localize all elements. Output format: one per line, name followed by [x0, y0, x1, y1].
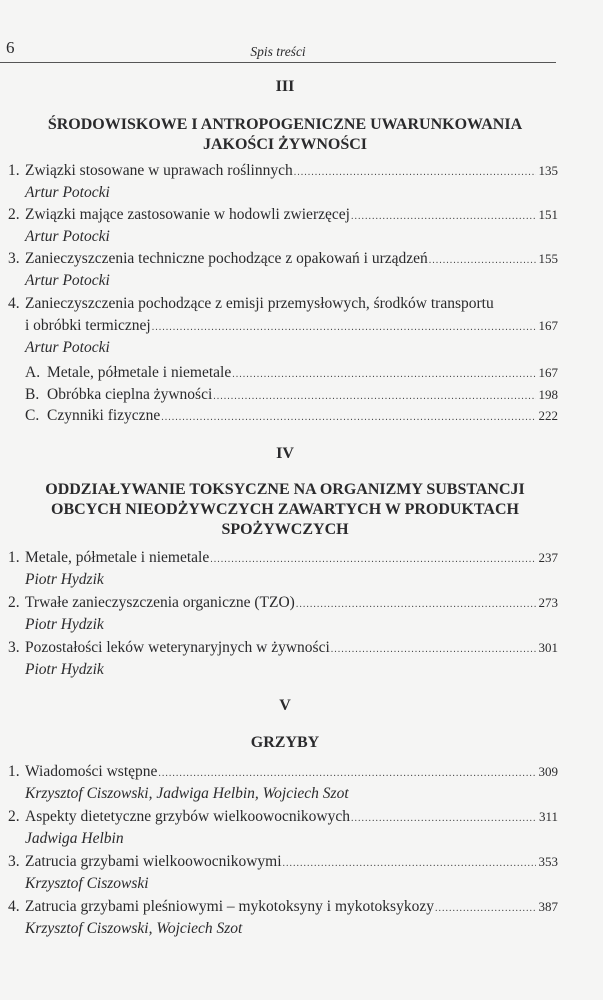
part-title	[0, 480, 570, 540]
toc-entry[interactable]	[8, 592, 558, 636]
toc-entry[interactable]	[8, 896, 558, 940]
toc-subentry[interactable]	[25, 362, 558, 384]
entry-title: Zanieczyszczenia techniczne pochodzące z opakowań i urządzeń	[25, 250, 428, 267]
entry-title: Aspekty dietetyczne grzybów wielkoowocnikowych	[25, 808, 350, 825]
part-number: V	[279, 697, 291, 714]
dot-leader	[294, 162, 536, 184]
entry-title: Wiadomości wstępne	[25, 763, 158, 780]
subentry-page: 222	[538, 408, 558, 423]
entry-page: 151	[538, 207, 558, 222]
toc-entry[interactable]	[8, 851, 558, 895]
entry-page: 155	[538, 251, 558, 266]
entry-page: 301	[538, 640, 558, 655]
toc-entry[interactable]	[8, 204, 558, 248]
entry-author: Artur Potocki	[25, 272, 110, 289]
dot-leader	[283, 853, 536, 875]
entry-author: Piotr Hydzik	[25, 616, 104, 633]
part-title-line: ODDZIAŁYWANIE TOKSYCZNE NA ORGANIZMY SUBSTANCJI	[45, 481, 525, 498]
entry-page: 309	[538, 764, 558, 779]
entry-page: 167	[538, 318, 558, 333]
dot-leader	[232, 364, 535, 386]
entry-page: 387	[538, 899, 558, 914]
part-title-line: GRZYBY	[250, 734, 320, 751]
entry-number: 4.	[8, 898, 20, 915]
entry-page: 135	[538, 163, 558, 178]
entry-number: 1.	[8, 549, 20, 566]
entry-title: Związki mające zastosowanie w hodowli zwierzęcej	[25, 206, 350, 223]
toc-entry[interactable]	[8, 547, 558, 591]
part-title-line: OBCYCH NIEODŻYWCZYCH ZAWARTYCH W PRODUKTACH	[51, 501, 519, 518]
entry-title: Zatrucia grzybami pleśniowymi – mykotoksyny i mykotoksykozy	[25, 898, 434, 915]
dot-leader	[210, 549, 535, 571]
entry-author: Krzysztof Ciszowski, Jadwiga Helbin, Wojciech Szot	[25, 785, 349, 802]
toc-entry[interactable]	[8, 293, 558, 359]
dot-leader	[152, 317, 536, 339]
entry-title: Zanieczyszczenia pochodzące z emisji przemysłowych, środków transportu	[25, 295, 494, 312]
part-number: IV	[276, 445, 294, 462]
subentry-title: Czynniki fizyczne	[47, 407, 161, 424]
entry-page: 273	[538, 595, 558, 610]
running-header	[0, 36, 556, 63]
subentry-letter: B.	[25, 386, 40, 403]
entry-number: 3.	[8, 250, 20, 267]
toc-entry[interactable]	[8, 248, 558, 292]
entry-number: 1.	[8, 763, 20, 780]
part-number: III	[275, 78, 295, 95]
toc-entry[interactable]	[8, 160, 558, 204]
part-title-line: JAKOŚCI ŻYWNOŚCI	[202, 136, 368, 153]
entry-number: 2.	[8, 206, 20, 223]
entry-author: Artur Potocki	[25, 339, 110, 356]
dot-leader	[158, 763, 535, 785]
entry-number: 1.	[8, 162, 20, 179]
toc-subentry[interactable]	[25, 384, 558, 406]
dot-leader	[296, 594, 536, 616]
entry-page: 353	[538, 854, 558, 869]
entry-author: Piotr Hydzik	[25, 661, 104, 678]
entry-author: Krzysztof Ciszowski	[25, 875, 149, 892]
part-title	[0, 733, 570, 753]
running-title: Spis treści	[250, 44, 306, 59]
entry-title: Metale, półmetale i niemetale	[25, 549, 210, 566]
entry-title: Trwałe zanieczyszczenia organiczne (TZO)	[25, 594, 295, 611]
entry-title: Związki stosowane w uprawach roślinnych	[25, 162, 293, 179]
toc-entry[interactable]	[8, 806, 558, 850]
part-title-line: ŚRODOWISKOWE I ANTROPOGENICZNE UWARUNKOWANIA	[47, 116, 523, 133]
entry-title: Zatrucia grzybami wielkoowocnikowymi	[25, 853, 282, 870]
entry-page: 311	[538, 809, 558, 824]
subentry-title: Metale, półmetale i niemetale	[47, 364, 232, 381]
entry-author: Jadwiga Helbin	[25, 830, 124, 847]
entry-author: Piotr Hydzik	[25, 571, 104, 588]
part-title	[0, 115, 570, 155]
dot-leader	[331, 639, 536, 661]
dot-leader	[429, 250, 536, 272]
entry-number: 2.	[8, 594, 20, 611]
dot-leader	[161, 407, 535, 429]
entry-title: Pozostałości leków weterynaryjnych w żywności	[25, 639, 330, 656]
entry-author: Krzysztof Ciszowski, Wojciech Szot	[25, 920, 243, 937]
entry-page: 237	[538, 550, 558, 565]
part-title-line: SPOŻYWCZYCH	[221, 521, 349, 538]
subentry-page: 167	[538, 365, 558, 380]
entry-number: 2.	[8, 808, 20, 825]
subentry-letter: C.	[25, 407, 40, 424]
toc-subentry[interactable]	[25, 405, 558, 427]
entry-author: Artur Potocki	[25, 228, 110, 245]
dot-leader	[351, 206, 536, 228]
entry-number: 3.	[8, 639, 20, 656]
page-number: 6	[6, 38, 15, 57]
toc-entry[interactable]	[8, 637, 558, 681]
subentry-page: 198	[538, 387, 558, 402]
subentry-letter: A.	[25, 364, 41, 381]
dot-leader	[351, 808, 536, 830]
entry-number: 4.	[8, 295, 20, 312]
entry-number: 3.	[8, 853, 20, 870]
subentry-title: Obróbka cieplna żywności	[47, 386, 213, 403]
entry-title-continued: i obróbki termicznej	[25, 317, 151, 334]
dot-leader	[435, 898, 536, 920]
entry-author: Artur Potocki	[25, 184, 110, 201]
toc-entry[interactable]	[8, 761, 558, 805]
